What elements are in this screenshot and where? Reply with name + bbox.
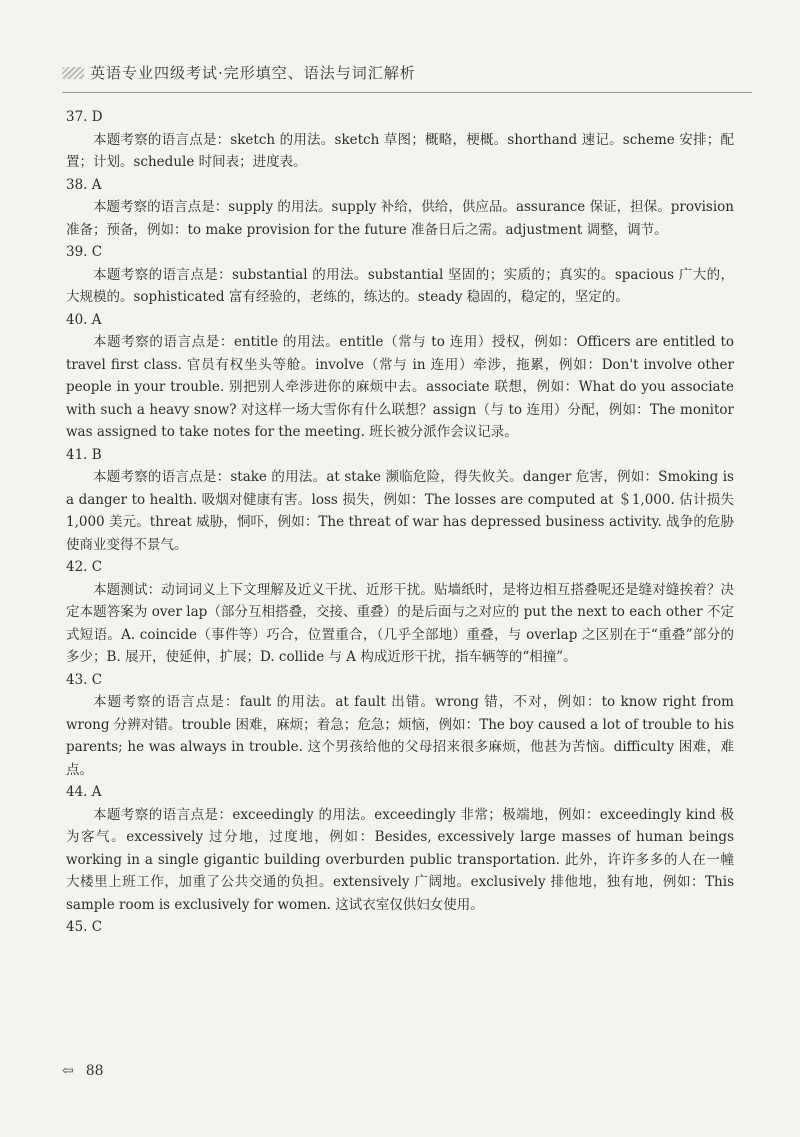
answer-explanation: 本题考察的语言点是：supply 的用法。supply 补给，供给，供应品。assurance 保证，担保。provision 准备；预备，例如：to make provision for the future 准备日后之需。adjustment 调整，调节。 — [66, 199, 734, 238]
answer-explanation: 本题考察的语言点是：sketch 的用法。sketch 草图；概略，梗概。shorthand 速记。scheme 安排；配置；计划。schedule 时间表；进度表。 — [66, 131, 734, 170]
answer-entry-40 — [66, 309, 734, 444]
answer-number: 45. C — [66, 919, 103, 935]
answer-explanation: 本题考察的语言点是：fault 的用法。at fault 出错。wrong 错，不对，例如：to know right from wrong 分辨对错。trouble 困难，麻烦；着急；危急；烦恼，例如：The boy caused a lot of trouble to his parents; he was always in trouble. 这个男孩给他的父母招来很多麻烦，他甚为苦恼。difficulty 困难，难点。 — [66, 694, 734, 778]
left-arrow-icon: ⇦ — [62, 1063, 74, 1079]
answer-number: 43. C — [66, 671, 103, 688]
answer-number: 38. A — [66, 176, 102, 193]
header-divider — [62, 92, 752, 93]
answer-number: 44. A — [66, 784, 102, 800]
answer-entry-39 — [66, 241, 734, 309]
answer-entry-37 — [66, 106, 734, 174]
page-number: 88 — [85, 1063, 104, 1079]
answer-explanation: 本题考察的语言点是：exceedingly 的用法。exceedingly 非常；极端地，例如：exceedingly kind 极为客气。excessively 过分地，过度地，例如：Besides, excessively large masses of human beings working in a single gigantic building overburden public transportation. 此外，许许多多的人在一幢大楼里上班工作，加重了公共交通的负担。extensively 广阔地。exclusively 排他地，独有地，例如：This sample room is exclusively for women. 这试衣室仅供妇女使用。 — [66, 806, 734, 913]
page-footer — [62, 1063, 104, 1079]
header-decoration-icon — [62, 67, 84, 79]
answer-explanations — [66, 106, 734, 939]
header-title: 英语专业四级考试·完形填空、语法与词汇解析 — [90, 64, 416, 82]
answer-explanation: 本题考察的语言点是：stake 的用法。at stake 濒临危险，得失攸关。danger 危害，例如：Smoking is a danger to health. 吸烟对健康有害。loss 损失，例如：The losses are computed at ＄1,000. 估计损失 1,000 美元。threat 威胁，恫吓，例如：The threat of war has depressed business activity. 战争的危胁使商业变得不景气。 — [66, 469, 734, 553]
page-header — [62, 62, 416, 83]
answer-number: 42. C — [66, 559, 103, 575]
answer-explanation: 本题测试：动词词义上下文理解及近义干扰、近形干扰。贴墙纸时，是将边相互搭叠呢还是缝对缝挨着？决定本题答案为 over lap（部分互相搭叠，交接、重叠）的是后面与之对应的 put the next to each other 不定式短语。A. coincide（事件等）巧合，位置重合，（几乎全部地）重叠，与 overlap 之区别在于“重叠”部分的多少；B. 展开，使延伸，扩展；D. collide 与 A 构成近形干扰，指车辆等的“相撞”。 — [66, 581, 734, 665]
answer-entry-41 — [66, 444, 734, 557]
answer-number: 39. C — [66, 244, 103, 260]
answer-entry-43 — [66, 669, 734, 782]
answer-entry-44 — [66, 781, 734, 916]
answer-number: 37. D — [66, 109, 103, 125]
answer-number: 41. B — [66, 446, 102, 463]
answer-entry-42 — [66, 556, 734, 669]
answer-explanation: 本题考察的语言点是：entitle 的用法。entitle（常与 to 连用）授权，例如：Officers are entitled to travel first class. 官员有权坐头等舱。involve（常与 in 连用）牵涉，拖累，例如：Don't involve other people in your trouble. 别把别人牵涉进你的麻烦中去。associate 联想，例如：What do you associate with such a heavy snow? 对这样一场大雪你有什么联想？assign（与 to 连用）分配，例如：The monitor was assigned to take notes for the meeting. 班长被分派作会议记录。 — [66, 334, 734, 440]
answer-number: 40. A — [66, 311, 102, 328]
answer-entry-38 — [66, 174, 734, 242]
answer-entry-45 — [66, 916, 734, 939]
answer-explanation: 本题考察的语言点是：substantial 的用法。substantial 坚固的；实质的；真实的。spacious 广大的，大规模的。sophisticated 富有经验的，老练的，练达的。steady 稳固的，稳定的，坚定的。 — [66, 266, 734, 305]
